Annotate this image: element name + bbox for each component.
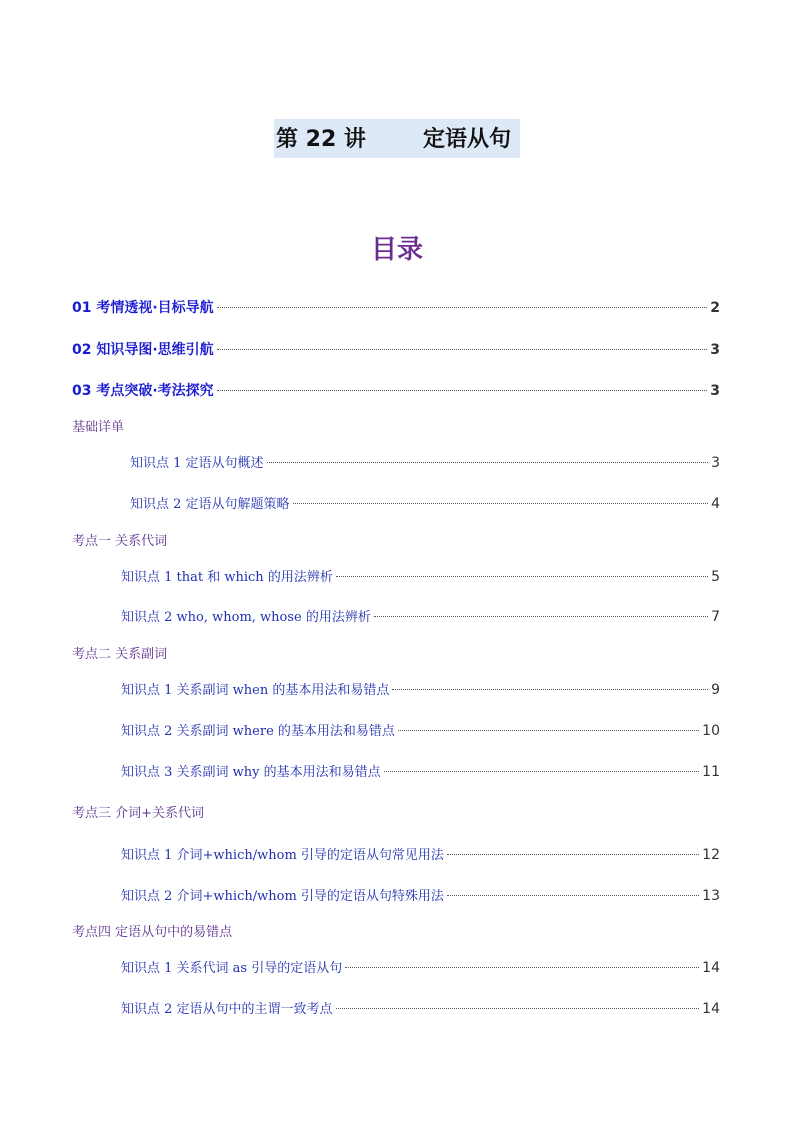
toc-leader-dots — [336, 1008, 700, 1009]
toc-leader-dots — [217, 349, 708, 350]
toc-entry-label: 知识点 1 关系代词 as 引导的定语从句 — [121, 961, 343, 976]
toc-entry-label: 知识点 2 关系副词 where 的基本用法和易错点 — [121, 724, 395, 739]
toc-leader-dots — [217, 307, 708, 308]
toc-entry-label: 02 知识导图·思维引航 — [72, 342, 214, 358]
toc-page-number: 14 — [702, 960, 720, 976]
toc-page-number: 2 — [710, 300, 720, 316]
toc-entry-label: 03 考点突破·考法探究 — [72, 383, 214, 399]
toc-page-number: 3 — [711, 455, 720, 471]
toc-section-title: 考点三 介词+关系代词 — [72, 806, 205, 821]
toc-leader-dots — [374, 616, 708, 617]
toc-entry-label: 01 考情透视·目标导航 — [72, 300, 214, 316]
toc-sub-entry[interactable] — [121, 958, 720, 979]
lecture-title: 定语从句 — [423, 127, 512, 152]
lecture-number: 第 22 讲 — [276, 127, 366, 152]
toc-page-number: 10 — [702, 723, 720, 739]
toc-main-entry[interactable] — [72, 381, 720, 401]
toc-entry-label: 知识点 1 介词+which/whom 引导的定语从句常见用法 — [121, 848, 444, 863]
toc-sub-entry[interactable] — [121, 567, 720, 588]
toc-sub-entry[interactable] — [121, 999, 720, 1020]
toc-page-number: 11 — [702, 764, 720, 780]
toc-main-entry[interactable] — [72, 340, 720, 360]
toc-sub-entry[interactable] — [121, 721, 720, 742]
toc-leader-dots — [336, 576, 708, 577]
toc-entry-label: 知识点 1 定语从句概述 — [130, 456, 264, 471]
toc-leader-dots — [392, 689, 708, 690]
toc-leader-dots — [447, 895, 699, 896]
toc-leader-dots — [293, 503, 709, 504]
toc-leader-dots — [447, 854, 699, 855]
toc-section-title: 考点二 关系副词 — [72, 647, 168, 662]
toc-main-entry[interactable] — [72, 298, 720, 318]
toc-sub-entry[interactable] — [121, 680, 720, 701]
toc-entry-label: 知识点 2 介词+which/whom 引导的定语从句特殊用法 — [121, 889, 444, 904]
toc-sub-entry[interactable] — [130, 453, 720, 474]
toc-leader-dots — [217, 390, 708, 391]
toc-entry-label: 知识点 3 关系副词 why 的基本用法和易错点 — [121, 765, 381, 780]
toc-page-number: 3 — [710, 383, 720, 399]
toc-page-number: 13 — [702, 888, 720, 904]
toc-section-title: 考点四 定语从句中的易错点 — [72, 925, 233, 940]
toc-sub-entry[interactable] — [121, 762, 720, 783]
toc-section-title: 基础详单 — [72, 420, 125, 435]
toc-sub-entry[interactable] — [121, 845, 720, 866]
toc-entry-label: 知识点 2 定语从句解题策略 — [130, 497, 290, 512]
toc-leader-dots — [384, 771, 700, 772]
toc-entry-label: 知识点 1 that 和 which 的用法辨析 — [121, 570, 333, 585]
toc-page-number: 3 — [710, 342, 720, 358]
toc-entry-label: 知识点 2 who, whom, whose 的用法辨析 — [121, 610, 371, 625]
toc-leader-dots — [267, 462, 709, 463]
toc-page-number: 12 — [702, 847, 720, 863]
toc-sub-entry[interactable] — [121, 607, 720, 628]
toc-sub-entry[interactable] — [130, 494, 720, 515]
toc-page-number: 9 — [711, 682, 720, 698]
toc-heading: 目录 — [370, 235, 423, 265]
toc-entry-label: 知识点 1 关系副词 when 的基本用法和易错点 — [121, 683, 390, 698]
toc-page-number: 4 — [711, 496, 720, 512]
toc-section-title: 考点一 关系代词 — [72, 534, 168, 549]
toc-entry-label: 知识点 2 定语从句中的主谓一致考点 — [121, 1002, 333, 1017]
toc-leader-dots — [345, 967, 699, 968]
toc-page-number: 5 — [711, 569, 720, 585]
toc-sub-entry[interactable] — [121, 886, 720, 907]
toc-page-number: 7 — [711, 609, 720, 625]
toc-page-number: 14 — [702, 1001, 720, 1017]
toc-leader-dots — [398, 730, 699, 731]
